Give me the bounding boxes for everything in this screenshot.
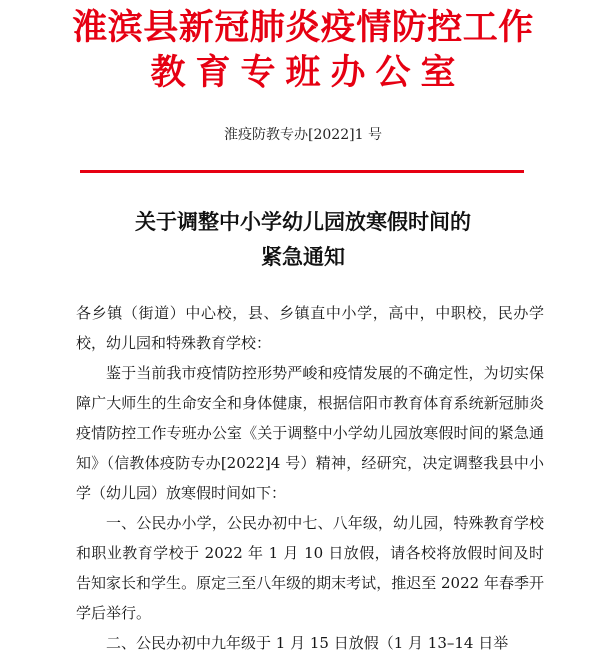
issuing-office-title-line-1: 淮滨县新冠肺炎疫情防控工作	[72, 7, 534, 48]
notice-title-line-1: 关于调整中小学幼儿园放寒假时间的	[135, 209, 471, 234]
notice-body	[76, 298, 544, 658]
body-paragraph: 鉴于当前我市疫情防控形势严峻和疫情发展的不确定性，为切实保障广大师生的生命安全和身体健康，根据信阳市教育体育系统新冠肺炎疫情防控工作专班办公室《关于调整中小学幼儿园放寒假时间的紧急通知》（信教体疫防专办[2022]4 号）精神，经研究，决定调整我县中小学（幼儿园）放寒假时间如下：	[76, 364, 544, 502]
salutation-paragraph: 各乡镇（街道）中心校，县、乡镇直中小学，高中，中职校，民办学校，幼儿园和特殊教育学校：	[76, 304, 544, 352]
red-separator-rule	[80, 170, 524, 173]
body-paragraph: 二、公民办初中九年级于 1 月 15 日放假（1 月 13–14 日举	[106, 634, 509, 652]
body-paragraph: 一、公民办小学，公民办初中七、八年级，幼儿园，特殊教育学校和职业教育学校于 2022 年 1 月 10 日放假，请各校将放假时间及时告知家长和学生。原定三至八年级的期末考试，推迟至 2022 年春季开学后举行。	[76, 514, 544, 622]
issuing-office-title-line-2: 教育专班办公室	[150, 52, 466, 93]
notice-title-line-2: 紧急通知	[261, 244, 345, 269]
document-number: 淮疫防教专办[2022]1 号	[224, 127, 382, 143]
